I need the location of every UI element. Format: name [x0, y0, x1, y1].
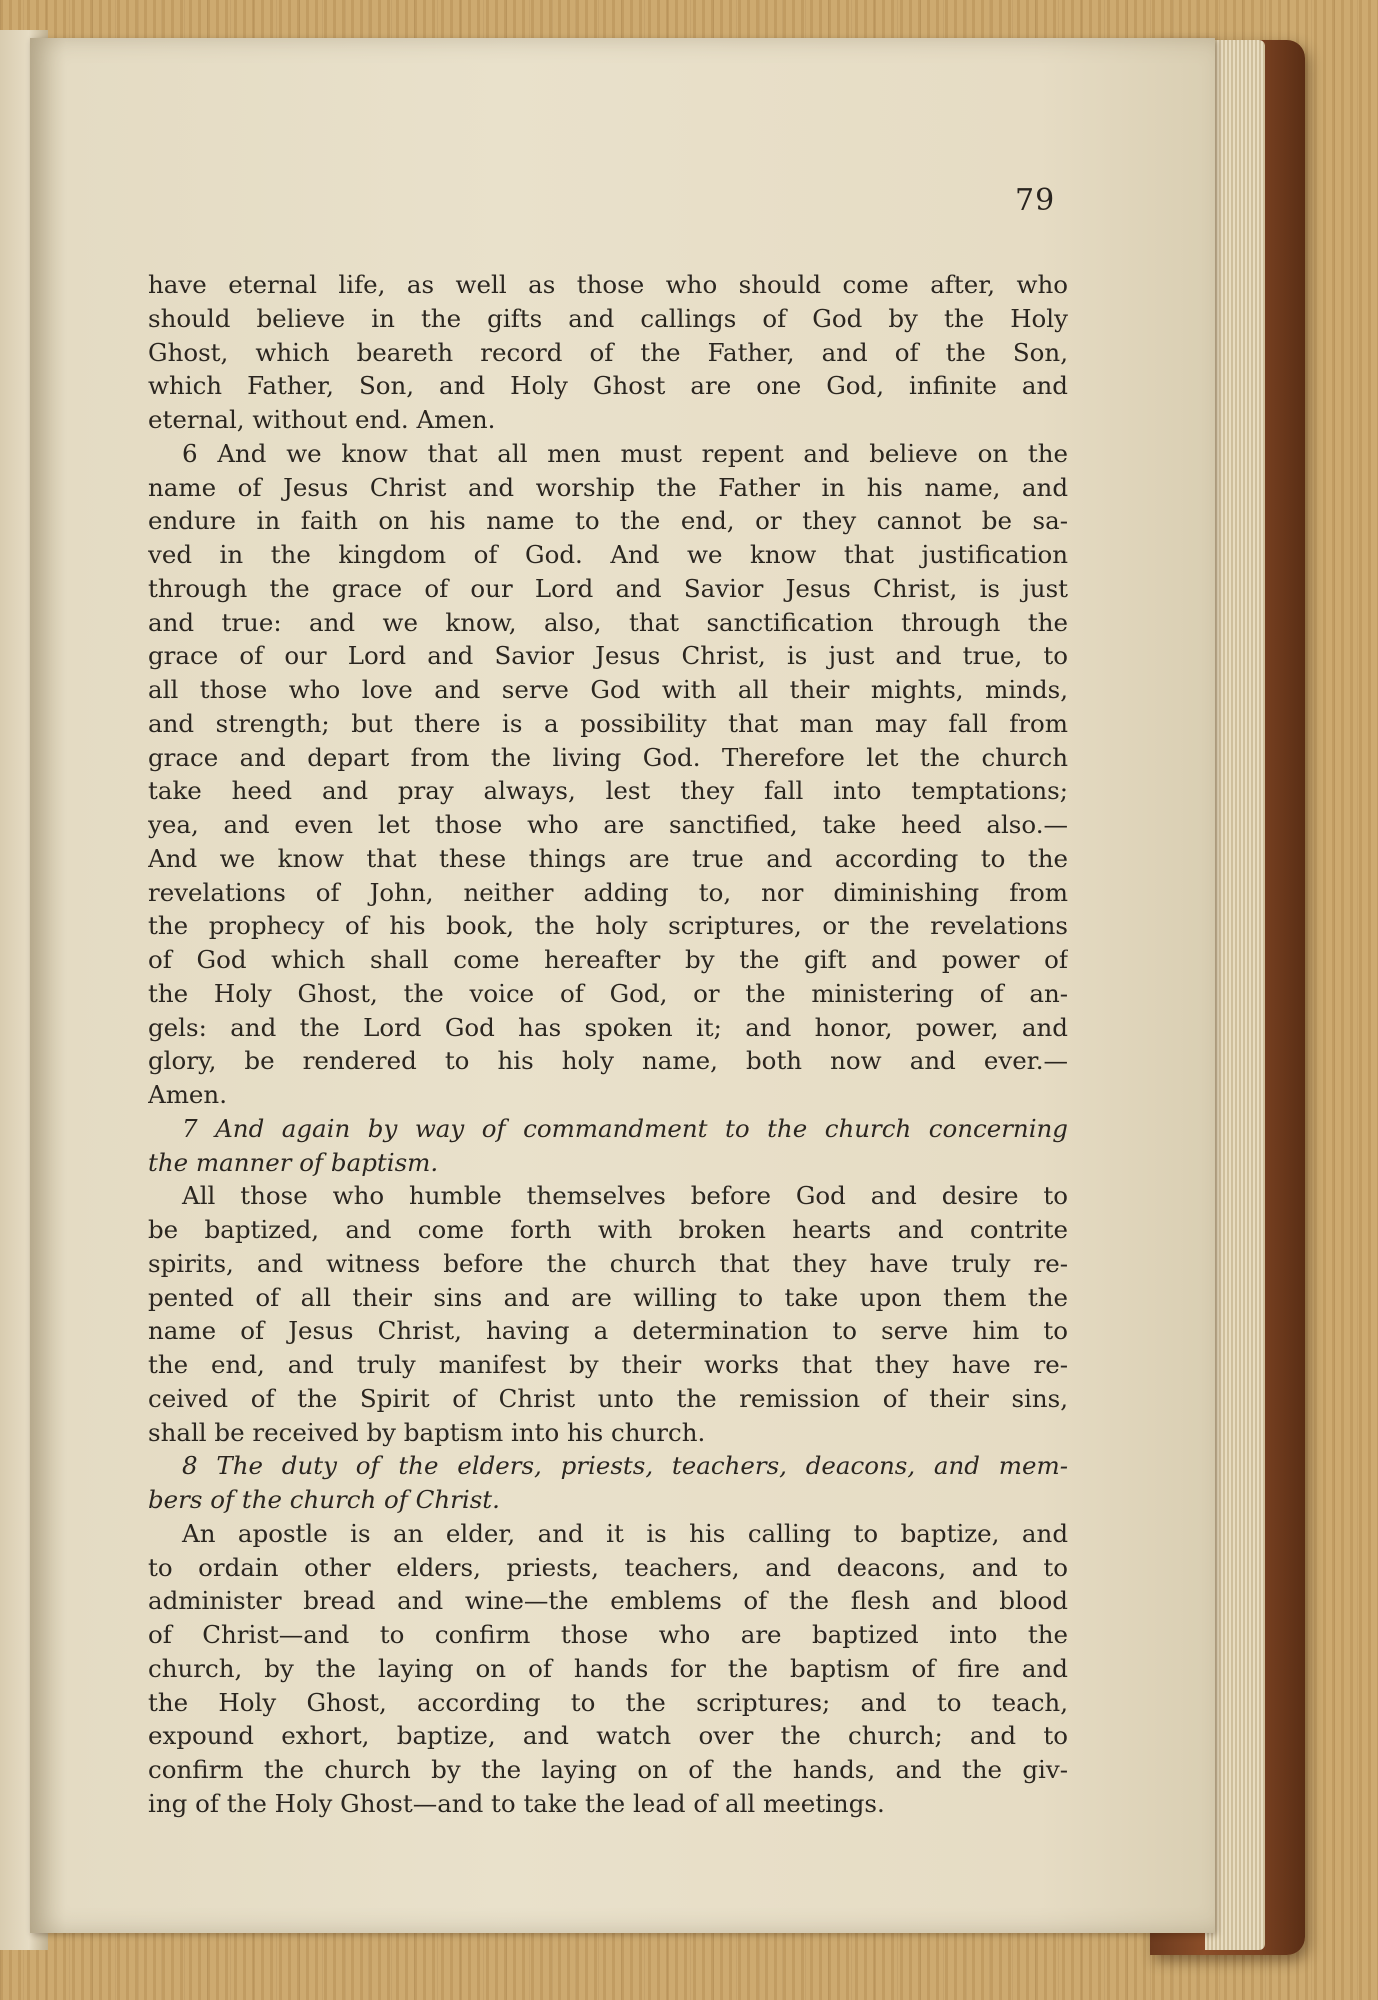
- text-line: Amen.: [148, 1080, 227, 1109]
- text-line: Ghost, which beareth record of the Father, and of the Son,: [148, 337, 1068, 367]
- text-line: should believe in the gifts and callings of God by the Holy: [148, 303, 1068, 333]
- text-line: and strength; but there is a possibility that man may fall from: [148, 708, 1068, 738]
- text-line: ceived of the Spirit of Christ unto the remission of their sins,: [148, 1383, 1068, 1413]
- text-line: eternal, without end. Amen.: [148, 405, 496, 434]
- text-line: 8 The duty of the elders, priests, teachers, deacons, and mem-: [182, 1451, 1068, 1481]
- text-line: gels: and the Lord God has spoken it; and honor, power, and: [148, 1012, 1068, 1042]
- text-line: the end, and truly manifest by their works that they have re-: [148, 1350, 1068, 1379]
- text-line: the Holy Ghost, according to the scriptures; and to teach,: [148, 1687, 1068, 1717]
- text-line: grace of our Lord and Savior Jesus Christ, is just and true, to: [148, 641, 1068, 671]
- text-line: yea, and even let those who are sanctified, take heed also.—: [148, 810, 1068, 839]
- text-line: ved in the kingdom of God. And we know that justification: [148, 540, 1068, 569]
- text-line: name of Jesus Christ, having a determination to serve him to: [148, 1316, 1068, 1346]
- text-line: have eternal life, as well as those who should come after, who: [148, 270, 1068, 299]
- text-line: which Father, Son, and Holy Ghost are one God, infinite and: [148, 371, 1068, 401]
- text-line: revelations of John, neither adding to, nor diminishing from: [148, 877, 1068, 907]
- text-line: endure in faith on his name to the end, or they cannot be sa-: [148, 506, 1068, 536]
- text-line: name of Jesus Christ and worship the Father in his name, and: [148, 472, 1068, 502]
- text-line: 7 And again by way of commandment to the church concerning: [182, 1113, 1068, 1143]
- text-line: spirits, and witness before the church that they have truly re-: [148, 1248, 1068, 1278]
- text-line: administer bread and wine—the emblems of the flesh and blood: [148, 1586, 1068, 1616]
- text-line: bers of the church of Christ.: [148, 1485, 500, 1514]
- text-line: pented of all their sins and are willing to take upon them the: [148, 1282, 1068, 1312]
- text-line: all those who love and serve God with all their mights, minds,: [148, 675, 1068, 704]
- page-body: [148, 268, 1068, 1821]
- page-number: 79: [1015, 183, 1056, 218]
- text-line: expound exhort, baptize, and watch over the church; and to: [148, 1721, 1068, 1751]
- text-line: take heed and pray always, lest they fall into temptations;: [148, 776, 1068, 806]
- text-line: of Christ—and to confirm those who are baptized into the: [148, 1620, 1068, 1649]
- text-line: to ordain other elders, priests, teachers, and deacons, and to: [148, 1552, 1068, 1582]
- text-line: grace and depart from the living God. Therefore let the church: [148, 742, 1068, 772]
- text-line: the prophecy of his book, the holy scriptures, or the revelations: [148, 911, 1068, 941]
- text-line: through the grace of our Lord and Savior Jesus Christ, is just: [148, 573, 1068, 603]
- text-line: the Holy Ghost, the voice of God, or the ministering of an-: [148, 978, 1068, 1008]
- text-line: confirm the church by the laying on of the hands, and the giv-: [148, 1755, 1068, 1784]
- text-line: ing of the Holy Ghost—and to take the lead of all meetings.: [148, 1788, 885, 1818]
- text-line: the manner of baptism.: [148, 1147, 439, 1177]
- text-line: shall be received by baptism into his church.: [148, 1417, 706, 1447]
- text-line: church, by the laying on of hands for the baptism of fire and: [148, 1653, 1068, 1683]
- text-line: of God which shall come hereafter by the gift and power of: [148, 945, 1068, 974]
- text-line: and true: and we know, also, that sanctification through the: [148, 607, 1068, 637]
- text-line: All those who humble themselves before God and desire to: [182, 1181, 1068, 1211]
- text-line: glory, be rendered to his holy name, both now and ever.—: [148, 1046, 1068, 1076]
- text-line: An apostle is an elder, and it is his calling to baptize, and: [182, 1518, 1068, 1548]
- text-line: And we know that these things are true and according to the: [148, 843, 1068, 873]
- text-line: 6 And we know that all men must repent and believe on the: [182, 438, 1068, 468]
- text-line: be baptized, and come forth with broken hearts and contrite: [148, 1215, 1068, 1244]
